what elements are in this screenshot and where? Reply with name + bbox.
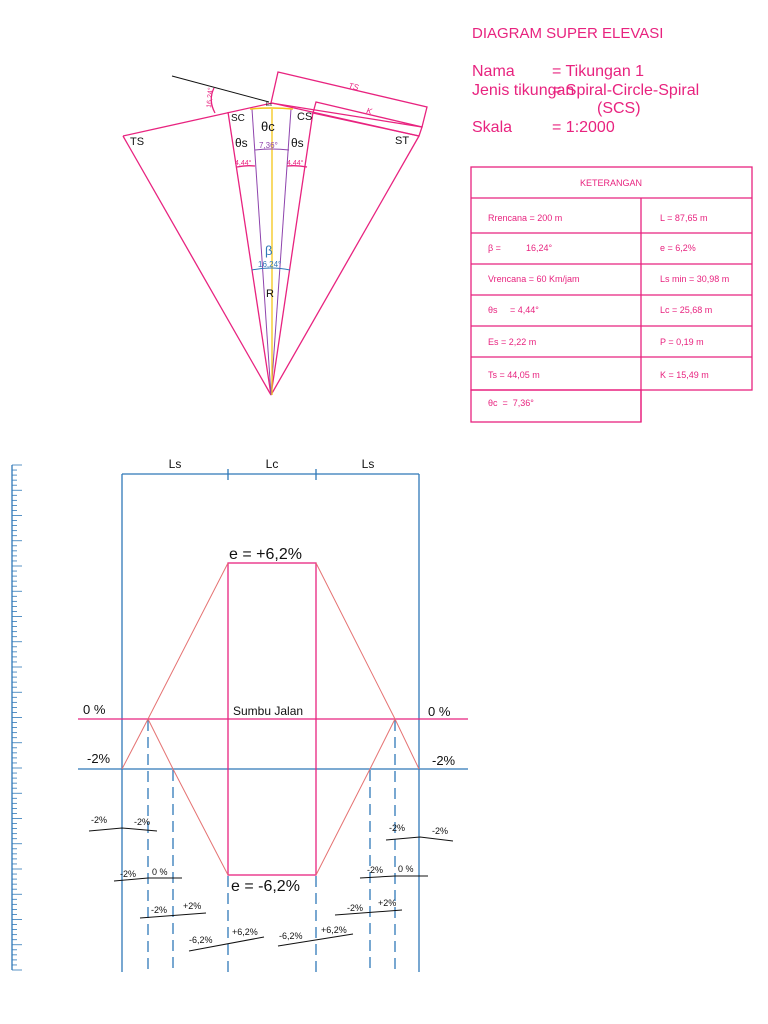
section-right: 0 % [152, 867, 168, 877]
section-right: +6,2% [232, 927, 258, 937]
section-left: -2% [367, 865, 384, 875]
table-cell: θc = 7,36° [488, 398, 534, 408]
lc-label: Lc [265, 457, 279, 471]
theta-s-left-label: θs [235, 136, 248, 150]
section-left: -2% [389, 823, 406, 833]
table-cell: Es = 2,22 m [488, 337, 537, 347]
superelevation-diagram [78, 457, 468, 972]
table-cell: P = 0,19 m [660, 337, 704, 347]
theta-c-value: 7,36° [259, 141, 278, 150]
st-label: ST [395, 135, 410, 147]
ts-dim-label: TS [347, 81, 360, 93]
r-label: R [266, 288, 274, 300]
cs-label: CS [297, 111, 313, 123]
deflection-label: 16,24° [206, 87, 215, 109]
table-cell: L = 87,65 m [660, 213, 708, 223]
section-left: -6,2% [189, 935, 213, 945]
e-bottom-label: e = -6,2% [231, 878, 300, 895]
info-value: = Tikungan 1 [552, 63, 645, 80]
section-right: -2% [432, 826, 449, 836]
sc-label: SC [231, 113, 245, 124]
info-label: Jenis tikungan [472, 82, 575, 99]
section-left: -2% [120, 869, 137, 879]
table-cell: K = 15,49 m [660, 370, 709, 380]
beta-label: β [265, 243, 273, 258]
info-value: (SCS) [597, 100, 641, 117]
es-label: Es [266, 102, 272, 108]
zero-right-label: 0 % [428, 704, 451, 719]
k-dim-label: K [365, 106, 373, 117]
diagram-title: DIAGRAM SUPER ELEVASI [472, 25, 664, 42]
table-cell: Vrencana = 60 Km/jam [488, 274, 580, 284]
table-cell: Ls min = 30,98 m [660, 274, 730, 284]
section-right: -2% [134, 817, 151, 827]
section-left: -2% [91, 815, 108, 825]
table-cell: e = 6,2% [660, 243, 696, 253]
ls-left-label: Ls [168, 457, 182, 471]
title-block [472, 25, 699, 136]
keterangan-table [471, 167, 752, 422]
neg2-left-label: -2% [87, 751, 111, 766]
section-left: -6,2% [279, 931, 303, 941]
section-left: -2% [347, 903, 364, 913]
neg2-right-label: -2% [432, 753, 456, 768]
e-top-label: e = +6,2% [229, 546, 302, 563]
scale-ruler [12, 465, 22, 970]
ts-label: TS [130, 136, 145, 148]
section-right: +6,2% [321, 925, 347, 935]
table-cell: Ts = 44,05 m [488, 370, 540, 380]
tangent-line [172, 76, 269, 102]
zero-left-label: 0 % [83, 702, 106, 717]
section-left: -2% [151, 905, 168, 915]
table-header: KETERANGAN [579, 178, 643, 188]
info-value: = Spiral-Circle-Spiral [552, 82, 700, 99]
theta-s-left-value: 4,44° [235, 160, 252, 167]
ls-right-label: Ls [361, 457, 375, 471]
beta-value: 16,24° [258, 260, 282, 269]
table-cell: β = 16,24° [488, 243, 553, 253]
theta-s-right-label: θs [291, 136, 304, 150]
theta-c-label: θc [261, 119, 275, 134]
section-right: +2% [378, 898, 397, 908]
theta-s-right-value: 4,44° [287, 160, 304, 167]
info-value: = 1:2000 [552, 119, 615, 136]
table-cell: θs = 4,44° [488, 305, 539, 315]
section-right: 0 % [398, 864, 414, 874]
section-right: +2% [183, 901, 202, 911]
info-label: Nama [472, 63, 515, 80]
scs-curve [123, 72, 427, 395]
table-cell: Rrencana = 200 m [488, 213, 563, 223]
table-cell: Lc = 25,68 m [660, 305, 713, 315]
info-label: Skala [472, 119, 513, 136]
axis-label: Sumbu Jalan [233, 704, 304, 718]
